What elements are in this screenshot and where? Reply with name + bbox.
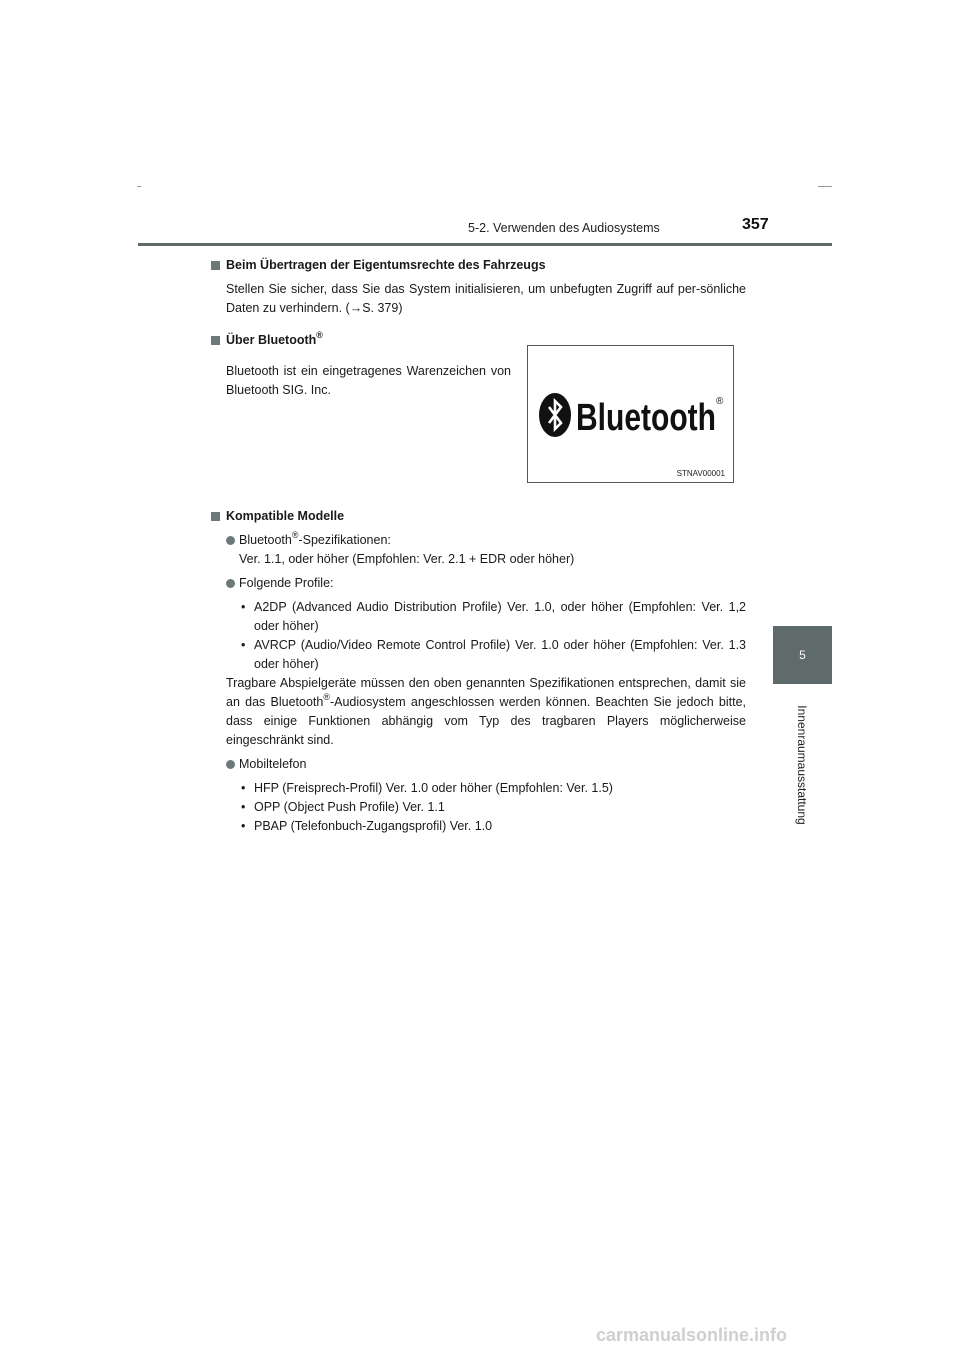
crop-mark-left [137, 186, 141, 187]
bullet-text: Folgende Profile: [239, 576, 334, 590]
chapter-label [795, 700, 809, 830]
dot-bullet-icon: • [241, 600, 246, 614]
chapter-label-text: Innenraumausstattung [795, 705, 809, 825]
crop-mark-right [818, 186, 832, 187]
square-bullet-icon [211, 512, 220, 521]
dot-bullet-icon: • [241, 819, 246, 833]
header-section-title: 5-2. Verwenden des Audiosystems [468, 221, 660, 235]
paragraph [211, 280, 746, 318]
list-item [211, 531, 746, 550]
bluetooth-wordmark-logo [538, 392, 728, 442]
sub-item-text: A2DP (Advanced Audio Distribution Profile) Ver. 1.0, oder höher (Empfohlen: Ver. 1,2 oder höher) [254, 600, 746, 633]
bullet-text: Bluetooth [239, 533, 292, 547]
sub-list-item [211, 798, 746, 817]
chapter-tab: 5 [773, 626, 832, 684]
page-content [211, 256, 746, 836]
bluetooth-logo-figure [527, 345, 734, 483]
sub-list-item [211, 779, 746, 798]
square-bullet-icon [211, 261, 220, 270]
sub-item-text: OPP (Object Push Profile) Ver. 1.1 [254, 800, 445, 814]
heading-text: Kompatible Modelle [226, 509, 345, 523]
sub-list-item [211, 598, 746, 636]
square-bullet-icon [211, 336, 220, 345]
spec-value: Ver. 1.1, oder höher (Empfohlen: Ver. 2.1 + EDR oder höher) [239, 552, 575, 566]
circle-bullet-icon [226, 760, 235, 769]
paragraph [211, 674, 746, 750]
paragraph-text: -Audiosystem angeschlossen werden können. Beachten Sie jedoch bitte, dass einige Funktionen abhängig vom Typ des tragbaren Players möglicherweise eingeschränkt sind. [226, 695, 746, 747]
registered-mark: ® [316, 330, 323, 340]
registered-mark: ® [291, 530, 299, 540]
sub-item-text: AVRCP (Audio/Video Remote Control Profile) Ver. 1.0 oder höher (Empfohlen: Ver. 1.3 oder höher) [254, 638, 746, 671]
dot-bullet-icon: • [241, 800, 246, 814]
circle-bullet-icon [226, 536, 235, 545]
sub-list-item [211, 636, 746, 674]
page-reference: S. 379) [362, 301, 403, 315]
bluetooth-wordmark-text: Bluetooth [576, 397, 716, 439]
sub-item-text: PBAP (Telefonbuch-Zugangsprofil) Ver. 1.0 [254, 819, 493, 833]
circle-bullet-icon [226, 579, 235, 588]
paragraph: Bluetooth ist ein eingetragenes Warenzeichen von Bluetooth SIG. Inc. [226, 364, 511, 397]
sub-list-item [211, 817, 746, 836]
paragraph-text: Stellen Sie sicher, dass Sie das System initialisieren, um unbefugten Zugriff auf per-sönliche Daten zu verhindern. ( [226, 282, 746, 315]
bluetooth-logo [538, 392, 728, 447]
page-number: 357 [742, 216, 769, 233]
heading-text: Beim Übertragen der Eigentumsrechte des Fahrzeugs [226, 258, 546, 272]
arrow-icon: → [349, 301, 363, 315]
heading-text: Über Bluetooth [226, 333, 317, 347]
paragraph-text: Tragbare Abspielgeräte müssen den oben genannten Spezifikationen entsprechen, damit sie an das Bluetooth [226, 676, 746, 709]
registered-mark: ® [323, 692, 330, 702]
bullet-text: Mobiltelefon [239, 757, 307, 771]
list-item [211, 574, 746, 593]
header-rule [138, 243, 832, 246]
logo-registered-mark: ® [716, 396, 724, 407]
list-item [211, 755, 746, 774]
watermark: carmanualsonline.info [596, 1325, 788, 1345]
figure-code: STNAV00001 [676, 469, 725, 478]
section-heading [211, 256, 746, 275]
dot-bullet-icon: • [241, 638, 246, 652]
bullet-text: -Spezifikationen: [298, 533, 391, 547]
section-heading [211, 507, 746, 526]
sub-item-text: HFP (Freisprech-Profil) Ver. 1.0 oder höher (Empfohlen: Ver. 1.5) [254, 781, 613, 795]
dot-bullet-icon: • [241, 781, 246, 795]
